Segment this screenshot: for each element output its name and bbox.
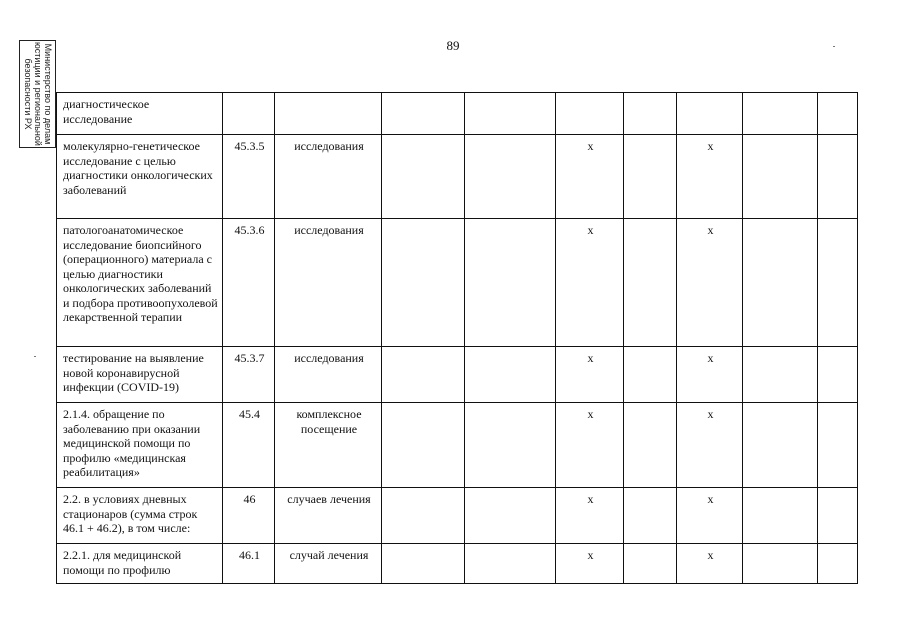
row-value-cell	[624, 135, 677, 219]
row-value-cell: х	[556, 135, 624, 219]
table-row	[57, 347, 858, 403]
row-unit-cell	[275, 93, 382, 135]
row-value-cell	[624, 403, 677, 488]
row-value-cell: х	[556, 403, 624, 488]
row-value-cell	[465, 488, 556, 544]
row-code-cell: 46	[223, 488, 275, 544]
row-value-cell	[382, 347, 465, 403]
row-name-cell: диагностическое исследование	[57, 93, 223, 135]
row-value-cell: х	[556, 544, 624, 584]
scan-speck	[833, 46, 835, 47]
row-name-cell: патологоанатомическое исследование биопсийного (операционного) материала с целью диагностики онкологических заболеваний и подбора противоопухолевой лекарственной терапии	[57, 219, 223, 347]
row-value-cell	[382, 219, 465, 347]
row-value-cell	[818, 93, 858, 135]
row-value-cell	[465, 219, 556, 347]
row-name-cell: молекулярно-генетическое исследование с целью диагностики онкологических заболеваний	[57, 135, 223, 219]
table-row	[57, 488, 858, 544]
row-code-cell: 45.3.7	[223, 347, 275, 403]
row-value-cell	[465, 93, 556, 135]
row-value-cell: х	[556, 488, 624, 544]
row-code-cell: 45.4	[223, 403, 275, 488]
row-value-cell	[743, 403, 818, 488]
row-value-cell	[382, 488, 465, 544]
row-unit-cell: комплексное посещение	[275, 403, 382, 488]
row-value-cell	[624, 347, 677, 403]
row-value-cell: х	[556, 219, 624, 347]
data-table	[56, 92, 858, 584]
row-value-cell: х	[677, 347, 743, 403]
row-value-cell	[465, 135, 556, 219]
row-value-cell	[465, 403, 556, 488]
row-value-cell	[465, 544, 556, 584]
row-value-cell	[382, 93, 465, 135]
table-row	[57, 403, 858, 488]
row-value-cell	[382, 135, 465, 219]
row-value-cell	[556, 93, 624, 135]
row-unit-cell: исследования	[275, 135, 382, 219]
stamp-line-1: Министерство по делам	[42, 43, 53, 145]
row-value-cell	[743, 219, 818, 347]
row-value-cell	[818, 403, 858, 488]
page-number: 89	[446, 38, 460, 53]
row-value-cell: х	[556, 347, 624, 403]
registration-stamp	[19, 40, 56, 148]
row-value-cell	[624, 488, 677, 544]
row-unit-cell: исследования	[275, 347, 382, 403]
table-row	[57, 93, 858, 135]
row-value-cell	[818, 544, 858, 584]
row-value-cell	[624, 544, 677, 584]
row-value-cell	[743, 544, 818, 584]
row-value-cell	[465, 347, 556, 403]
scan-speck	[34, 356, 36, 357]
table-row	[57, 219, 858, 347]
row-value-cell	[743, 93, 818, 135]
row-code-cell: 45.3.6	[223, 219, 275, 347]
row-value-cell	[624, 219, 677, 347]
row-value-cell	[382, 403, 465, 488]
row-name-cell: 2.2.1. для медицинской помощи по профилю	[57, 544, 223, 584]
row-unit-cell: исследования	[275, 219, 382, 347]
row-value-cell: х	[677, 544, 743, 584]
row-value-cell	[624, 93, 677, 135]
row-value-cell: х	[677, 403, 743, 488]
row-value-cell	[743, 488, 818, 544]
table-row	[57, 135, 858, 219]
row-value-cell	[818, 488, 858, 544]
row-value-cell: х	[677, 488, 743, 544]
row-code-cell: 46.1	[223, 544, 275, 584]
row-name-cell: 2.2. в условиях дневных стационаров (сумма строк 46.1 + 46.2), в том числе:	[57, 488, 223, 544]
row-value-cell	[677, 93, 743, 135]
stamp-line-3: безопасности РХ	[22, 58, 33, 130]
row-name-cell: 2.1.4. обращение по заболеванию при оказании медицинской помощи по профилю «медицинская реабилитация»	[57, 403, 223, 488]
row-value-cell	[743, 347, 818, 403]
table-row	[57, 544, 858, 584]
row-value-cell	[818, 135, 858, 219]
row-value-cell: х	[677, 219, 743, 347]
stamp-text	[23, 42, 53, 146]
stamp-line-2: юстиции и региональной	[32, 42, 43, 146]
row-value-cell: х	[677, 135, 743, 219]
row-unit-cell: случаев лечения	[275, 488, 382, 544]
row-value-cell	[743, 135, 818, 219]
row-value-cell	[382, 544, 465, 584]
row-unit-cell: случай лечения	[275, 544, 382, 584]
row-code-cell: 45.3.5	[223, 135, 275, 219]
row-value-cell	[818, 219, 858, 347]
row-code-cell	[223, 93, 275, 135]
row-value-cell	[818, 347, 858, 403]
row-name-cell: тестирование на выявление новой коронавирусной инфекции (COVID-19)	[57, 347, 223, 403]
